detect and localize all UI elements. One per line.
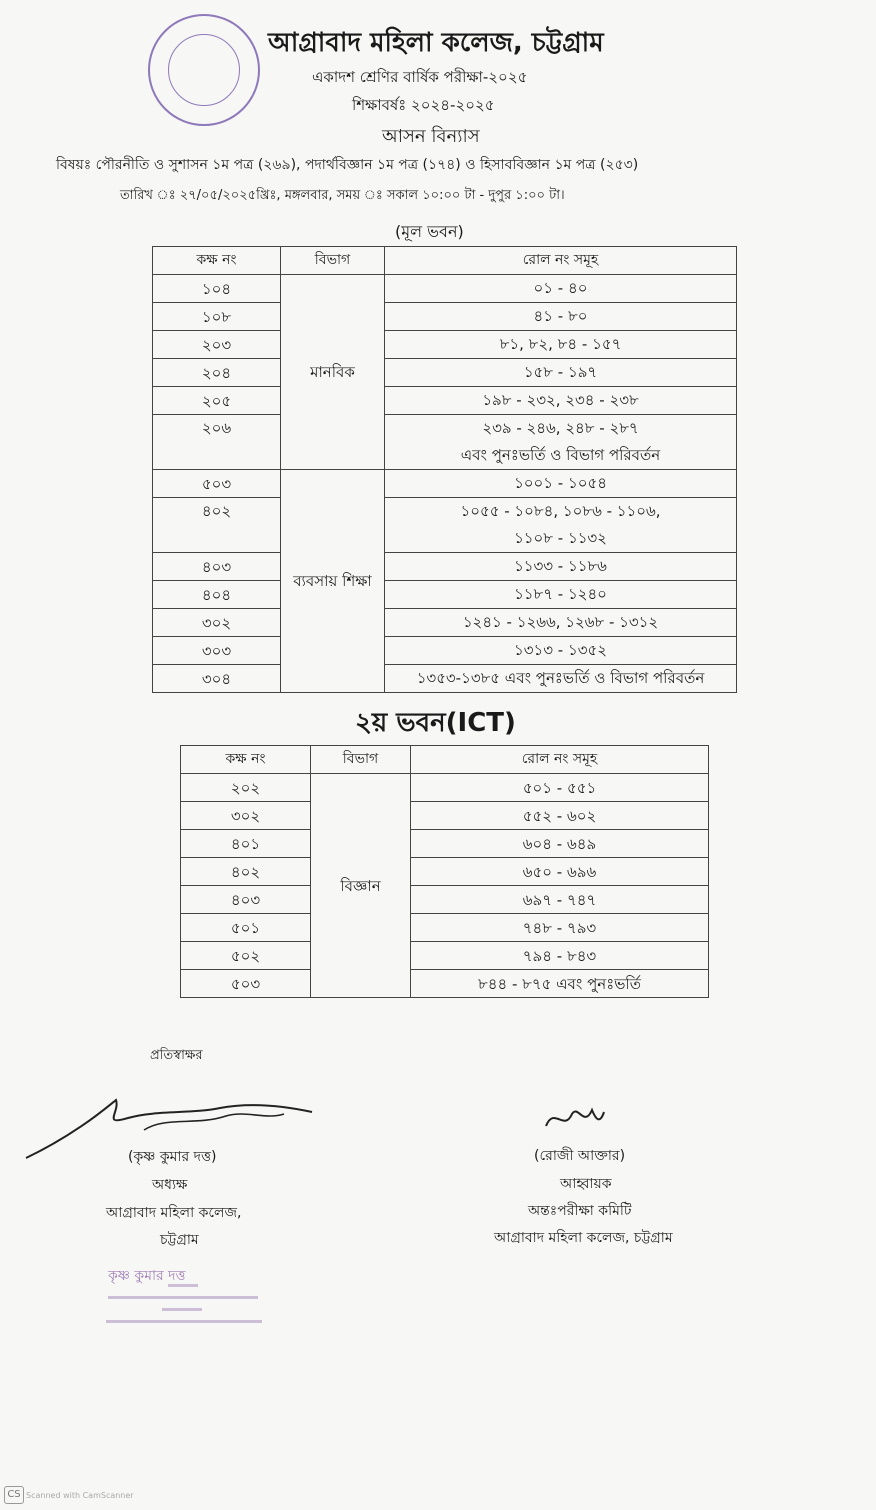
roll-range [385,637,737,665]
roll-range-line: ১২৪১ - ১২৬৬, ১২৬৮ - ১৩১২ [462,613,659,631]
college-name: আগ্রাবাদ মহিলা কলেজ, চট্টগ্রাম [268,28,604,58]
table-row [153,415,737,470]
subjects-line: বিষয়ঃ পৌরনীতি ও সুশাসন ১ম পত্র (২৬৯), পদার্থবিজ্ঞান ১ম পত্র (১৭৪) ও হিসাববিজ্ঞান ১ম পত্র (২৫৩) [56,157,639,173]
header-rolls: রোল নং সমূহ [385,247,737,275]
convener-signature [540,1102,610,1136]
roll-range [385,498,737,553]
roll-range-line: ১৯৮ - ২৩২, ২৩৪ - ২৩৮ [482,391,639,409]
room-number: ৩০৪ [153,665,281,693]
principal-name: (কৃষ্ণ কুমার দত্ত) [128,1149,217,1165]
roll-range [385,553,737,581]
roll-range [385,387,737,415]
room-number: ৫০২ [181,942,311,970]
exam-title: একাদশ শ্রেণির বার্ষিক পরীক্ষা-২০২৫ [312,68,528,86]
college-seal [148,14,260,126]
table-row [153,609,737,637]
principal-seal-details [106,1284,266,1332]
roll-range [385,581,737,609]
room-number: ৫০৩ [153,470,281,498]
room-number: ২০৫ [153,387,281,415]
room-number: ৫০৩ [181,970,311,998]
convener-org: আগ্রাবাদ মহিলা কলেজ, চট্টগ্রাম [494,1230,673,1246]
second-building-table [180,745,709,998]
room-number: ৪০২ [181,858,311,886]
table-row [153,359,737,387]
table-row [153,331,737,359]
principal-org-line1: আগ্রাবাদ মহিলা কলেজ, [106,1205,242,1221]
table-row [153,665,737,693]
principal-org-line2: চট্টগ্রাম [160,1232,199,1248]
table-row [181,914,709,942]
table-row [181,830,709,858]
room-number: ২০৬ [153,415,281,470]
page-title: আসন বিন্যাস [382,126,480,147]
convener-name: (রোজী আক্তার) [534,1148,626,1164]
header-room: কক্ষ নং [181,746,311,774]
room-number: ১০৪ [153,275,281,303]
table-row [153,498,737,553]
table-row [153,470,737,498]
countersign-label: প্রতিস্বাক্ষর [150,1048,203,1063]
roll-range [385,359,737,387]
convener-designation: আহ্বায়ক [560,1176,612,1192]
roll-range [385,470,737,498]
roll-range-line: ১৩১৩ - ১৩৫২ [514,641,607,659]
scanner-logo: CS [4,1486,24,1504]
department-name: বিজ্ঞান [311,774,411,998]
table-row [153,637,737,665]
roll-range-line: ৮১, ৮২, ৮৪ - ১৫৭ [499,335,622,353]
roll-range-line: ১১৩৩ - ১১৮৬ [514,557,607,575]
table-header-row [153,247,737,275]
roll-range: ৭৪৮ - ৭৯৩ [411,914,709,942]
table-header-row [181,746,709,774]
roll-range-line: ১৩৫৩-১৩৮৫ এবং পুনঃভর্তি ও বিভাগ পরিবর্তন [416,669,705,687]
second-building-label: ২য় ভবন(ICT) [355,708,516,738]
header-department: বিভাগ [281,247,385,275]
session-label: শিক্ষাবর্ষঃ ২০২৪-২০২৫ [352,96,495,114]
room-number: ৩০২ [181,802,311,830]
room-number: ৫০১ [181,914,311,942]
roll-range [385,303,737,331]
roll-range-line: ১১৮৭ - ১২৪০ [514,585,607,603]
room-number: ৪০৩ [153,553,281,581]
college-seal-inner-ring [168,34,240,106]
roll-range-line: ১৫৮ - ১৯৭ [523,363,598,381]
roll-range: ৬৫০ - ৬৯৬ [411,858,709,886]
main-building-table [152,246,737,693]
roll-range-line: ২৩৯ - ২৪৬, ২৪৮ - ২৮৭ [482,419,639,437]
date-time-line: তারিখ ঃ ২৭/০৫/২০২৫খ্রিঃ, মঙ্গলবার, সময় ঃ সকাল ১০:০০ টা - দুপুর ১:০০ টা। [120,188,565,203]
department-name: মানবিক [281,275,385,470]
principal-designation: অধ্যক্ষ [152,1177,188,1193]
table-row [181,774,709,802]
roll-range [385,665,737,693]
table-row [153,303,737,331]
roll-range: ৮৪৪ - ৮৭৫ এবং পুনঃভর্তি [411,970,709,998]
main-building-label: (মূল ভবন) [395,222,464,241]
roll-range-line: ৪১ - ৮০ [533,307,588,325]
table-row [153,581,737,609]
room-number: ১০৮ [153,303,281,331]
header-room: কক্ষ নং [153,247,281,275]
roll-range-line: ১০০১ - ১০৫৪ [514,474,607,492]
header-department: বিভাগ [311,746,411,774]
room-number: ৩০২ [153,609,281,637]
table-row [181,886,709,914]
roll-range: ৭৯৪ - ৮৪৩ [411,942,709,970]
roll-range: ৫৫২ - ৬০২ [411,802,709,830]
roll-range-line: ০১ - ৪০ [533,279,588,297]
roll-range [385,275,737,303]
header-rolls: রোল নং সমূহ [411,746,709,774]
table-row [181,942,709,970]
room-number: ৩০৩ [153,637,281,665]
room-number: ২০৩ [153,331,281,359]
department-name: ব্যবসায় শিক্ষা [281,470,385,693]
table-row [181,970,709,998]
table-row [153,275,737,303]
roll-range: ৬০৪ - ৬৪৯ [411,830,709,858]
roll-range [385,415,737,470]
roll-range-line: এবং পুনঃভর্তি ও বিভাগ পরিবর্তন [460,446,661,464]
roll-range: ৬৯৭ - ৭৪৭ [411,886,709,914]
convener-committee: অন্তঃপরীক্ষা কমিটি [528,1203,632,1219]
room-number: ৪০৪ [153,581,281,609]
scanner-watermark: Scanned with CamScanner [26,1491,134,1500]
roll-range-line: ১০৫৫ - ১০৮৪, ১০৮৬ - ১১০৬, [460,502,661,520]
roll-range [385,609,737,637]
room-number: ২০২ [181,774,311,802]
roll-range [385,331,737,359]
room-number: ২০৪ [153,359,281,387]
room-number: ৪০২ [153,498,281,553]
principal-name-seal: কৃষ্ণ কুমার দত্ত [108,1268,186,1284]
table-row [153,553,737,581]
table-row [153,387,737,415]
room-number: ৪০৩ [181,886,311,914]
roll-range: ৫০১ - ৫৫১ [411,774,709,802]
table-row [181,858,709,886]
table-row [181,802,709,830]
roll-range-line: ১১০৮ - ১১৩২ [514,529,607,547]
room-number: ৪০১ [181,830,311,858]
